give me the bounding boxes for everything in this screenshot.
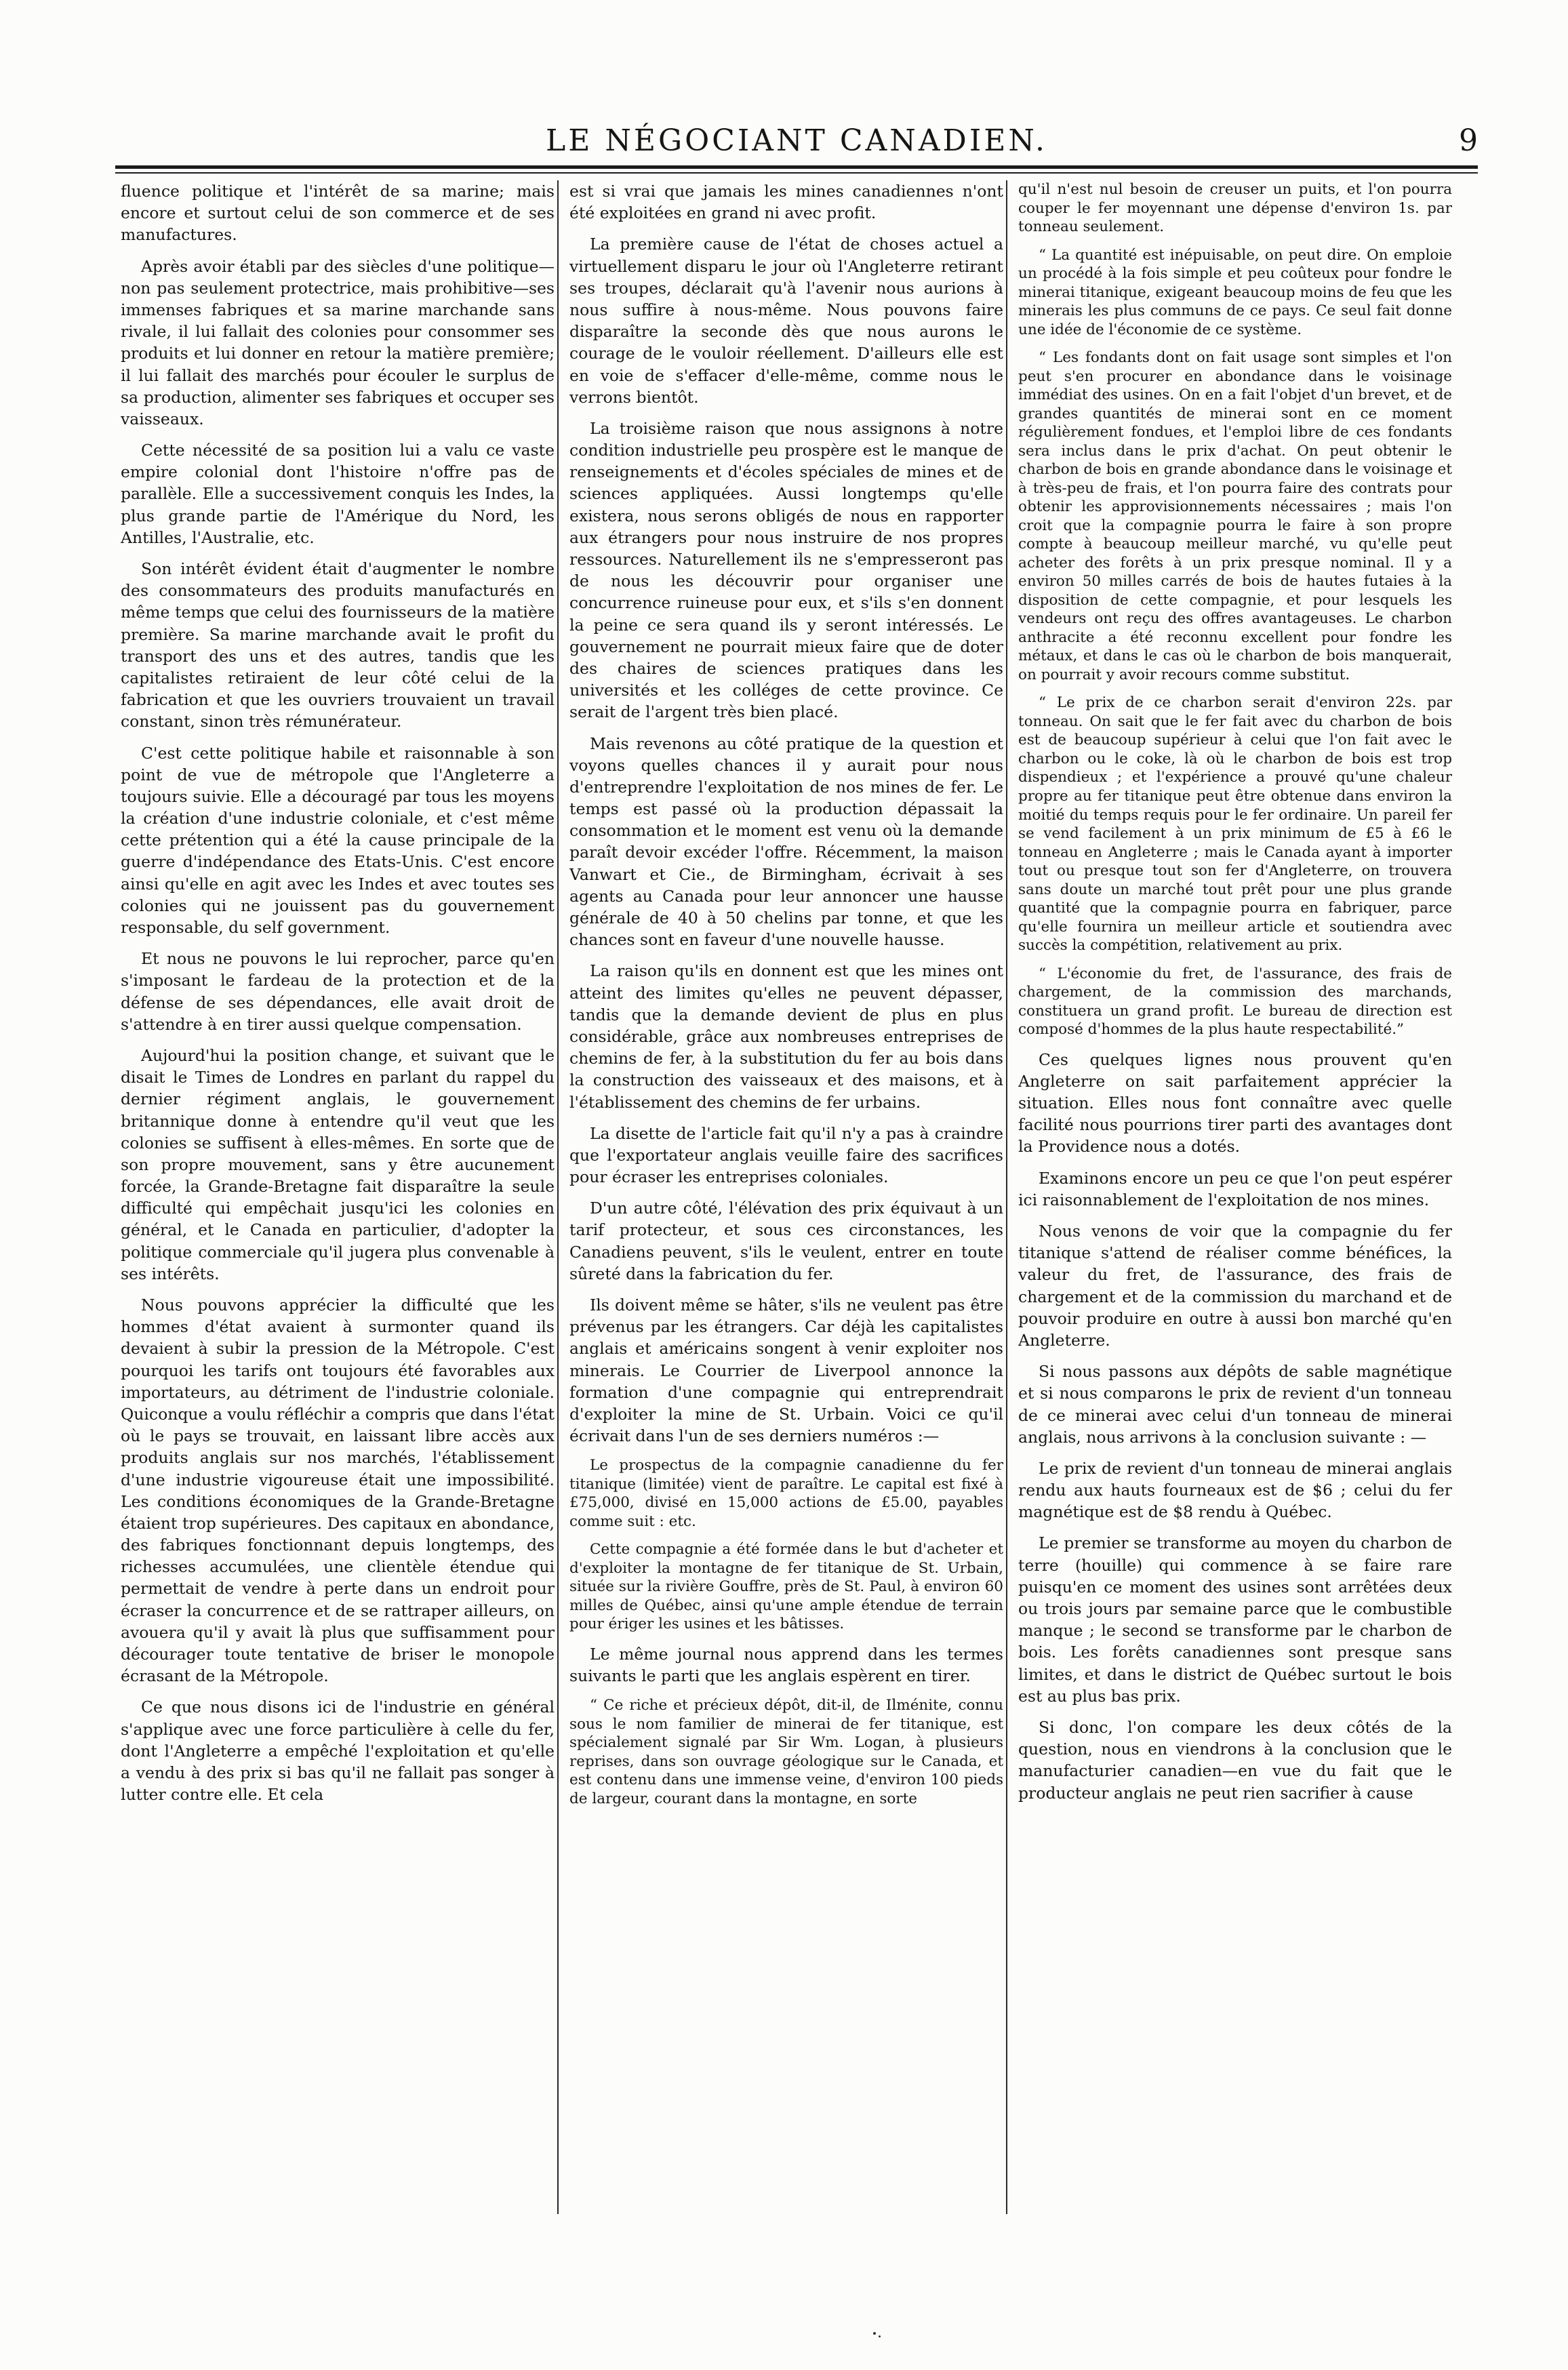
- quoted-paragraph: “ La quantité est inépuisable, on peut dire. On emploie un procédé à la fois simple et peu coûteux pour fondre le minerai titanique, exigeant beaucoup moins de feu que les minerais les plus communs de ce pays. Ce seul fait donne une idée de l'économie de ce système.: [1018, 246, 1452, 338]
- paragraph: Nous venons de voir que la compagnie du fer titanique s'attend de réaliser comme bénéfices, la valeur du fret, de l'assurance, des frais de chargement et de la commission du marchand et de pouvoir produire en outre à aussi bon marché qu'en Angleterre.: [1018, 1222, 1452, 1350]
- quoted-paragraph: “ Les fondants dont on fait usage sont simples et l'on peut s'en procurer en abondance dans le voisinage immédiat des usines. On en a fait l'objet d'un brevet, et de grandes quantités de minerai sont en ce moment régulièrement fondues, et l'emploi libre de ces fondants sera inclus dans le prix d'achat. On peut obtenir le charbon de bois en grande abondance dans le voisinage et à très-peu de frais, et l'on pourra faire des contrats pour obtenir les approvisionnements nécessaires ; mais l'on croit que la compagnie pourra le faire à son propre compte à beaucoup meilleur marché, vu qu'elle peut acheter des forêts à un prix presque nominal. Il y a environ 50 milles carrés de bois de hautes futaies à la disposition de cette compagnie, et pour lesquels les vendeurs ont reçu des offres avantageuses. Le charbon anthracite a été reconnu excellent pour fondre les métaux, et dans le cas où le charbon de bois manquerait, on pourrait y avoir recours comme substitut.: [1018, 349, 1452, 683]
- paragraph: Son intérêt évident était d'augmenter le nombre des consommateurs des produits manufacturés en même temps que celui des fournisseurs de la matière première. Sa marine marchande avait le profit du transport des uns et des autres, tandis que les capitalistes retiraient de leur côté celui de la fabrication et que les ouvriers trouvaient un travail constant, sinon très rémunérateur.: [121, 559, 555, 731]
- paragraph: Le premier se transforme au moyen du charbon de terre (houille) qui commence à se faire rare puisqu'en ce moment des usines sont arrêtées deux ou trois jours par semaine parce que le combustible manque ; le second se transforme par le charbon de bois. Les forêts canadiennes sont presque sans limites, et dans le district de Québec surtout le bois est au plus bas prix.: [1018, 1533, 1452, 1706]
- quoted-paragraph: Cette compagnie a été formée dans le but d'acheter et d'exploiter la montagne de fer titanique de St. Urbain, située sur la rivière Gouffre, près de St. Paul, à environ 60 milles de Québec, ainsi qu'une ample étendue de terrain pour ériger les usines et les bâtisses.: [569, 1541, 1003, 1633]
- ink-speck: [879, 2335, 881, 2337]
- paragraph: Ce que nous disons ici de l'industrie en général s'applique avec une force particulière à celle du fer, dont l'Angleterre a empêché l'exploitation et qu'elle a vendu à des prix si bas qu'il ne fallait pas songer à lutter contre elle. Et cela: [121, 1698, 555, 1805]
- paragraph: Mais revenons au côté pratique de la question et voyons quelles chances il y aurait pour nous d'entreprendre l'exploitation de nos mines de fer. Le temps est passé où la production dépassait la consommation et le moment est venu où la demande paraît devoir excéder l'offre. Récemment, la maison Vanwart et Cie., de Birmingham, écrivait à ses agents au Canada pour leur annoncer une hausse générale de 40 à 50 chelins par tonne, et que les chances sont en faveur d'une nouvelle hausse.: [569, 734, 1003, 950]
- header-rule-thick: [115, 165, 1478, 169]
- paragraph: La première cause de l'état de choses actuel a virtuellement disparu le jour où l'Angleterre retirant ses troupes, déclarait qu'à l'avenir nous aurions à nous suffire à nous-même. Nous pouvons faire disparaître la seconde dès que nous aurons le courage de le vouloir réellement. D'ailleurs elle est en voie de s'effacer d'elle-même, comme nous le verrons bientôt.: [569, 235, 1003, 407]
- quoted-paragraph: qu'il n'est nul besoin de creuser un puits, et l'on pourra couper le fer moyennant une dépense d'environ 1s. par tonneau seulement.: [1018, 181, 1452, 236]
- paragraph: fluence politique et l'intérêt de sa marine; mais encore et surtout celui de son commerce et de ses manufactures.: [121, 182, 555, 245]
- paragraph: Le prix de revient d'un tonneau de minerai anglais rendu aux hauts fourneaux est de $6 ; celui du fer magnétique est de $8 rendu à Québec.: [1018, 1458, 1452, 1522]
- paragraph: Aujourd'hui la position change, et suivant que le disait le Times de Londres en parlant du rappel du dernier régiment anglais, le gouvernement britannique donne à entendre qu'il veut que les colonies se suffisent à elles-mêmes. En sorte que de son propre mouvement, sans y être aucunement forcée, la Grande-Bretagne fait disparaître la seule difficulté qui empêchait jusqu'ici les colonies en général, et le Canada en particulier, d'adopter la politique commerciale qu'il jugera plus convenable à ses intérêts.: [121, 1045, 555, 1283]
- paragraph: Si donc, l'on compare les deux côtés de la question, nous en viendrons à la conclusion que le manufacturier canadien—en vue du fait que le producteur anglais ne peut rien sacrifier à cause: [1018, 1717, 1452, 1803]
- quoted-paragraph: “ Le prix de ce charbon serait d'environ 22s. par tonneau. On sait que le fer fait avec du charbon de bois est de beaucoup supérieur à celui que l'on fait avec le charbon ou le coke, là où le charbon de bois est trop dispendieux ; et l'expérience a prouvé qu'une chaleur propre au fer titanique peut être obtenue dans environ la moitié du temps requis pour le fer ordinaire. Un pareil fer se vend facilement à un prix minimum de £5 à £6 le tonneau en Angleterre ; mais le Canada ayant à importer tout ou presque tout son fer d'Angleterre, on trouvera sans doute un marché tout prêt pour une plus grande quantité que la compagnie pourra en fabriquer, parce qu'elle fournira un meilleur article et soutiendra avec succès la compétition, relativement au prix.: [1018, 694, 1452, 955]
- page-number: 9: [1459, 123, 1478, 158]
- quoted-paragraph: “ L'économie du fret, de l'assurance, des frais de chargement, de la commission des marchands, constituera un grand profit. Le bureau de direction est composé d'hommes de la plus haute respectabilité.”: [1018, 965, 1452, 1039]
- column-divider-2: [1006, 180, 1007, 2214]
- paragraph: Nous pouvons apprécier la difficulté que les hommes d'état avaient à surmonter quand ils devaient à subir la pression de la Métropole. C'est pourquoi les tarifs ont toujours été favorables aux importateurs, au détriment de l'industrie coloniale. Quiconque a voulu réfléchir a compris que dans l'état où le pays se trouvait, en laissant libre accès aux produits anglais sur nos marchés, l'établissement d'une industrie vigoureuse était une impossibilité. Les conditions économiques de la Grande-Bretagne étaient trop supérieures. Des capitaux en abondance, des fabriques fonctionnant depuis longtemps, des richesses accumulées, une clientèle étendue qui permettait de vendre à perte dans un endroit pour écraser la concurrence et de se rattraper ailleurs, on avouera qu'il y avait là plus que suffisamment pour décourager toute tentative de briser le monopole écrasant de la Métropole.: [121, 1296, 555, 1686]
- paragraph: Ils doivent même se hâter, s'ils ne veulent pas être prévenus par les étrangers. Car déjà les capitalistes anglais et américains songent à venir exploiter nos minerais. Le Courrier de Liverpool annonce la formation d'une compagnie qui entreprendrait d'exploiter la mine de St. Urbain. Voici ce qu'il écrivait dans l'un de ses derniers numéros :—: [569, 1296, 1003, 1446]
- paragraph: Examinons encore un peu ce que l'on peut espérer ici raisonnablement de l'exploitation de nos mines.: [1018, 1168, 1452, 1209]
- paragraph: La troisième raison que nous assignons à notre condition industrielle peu prospère est le manque de renseignements et d'écoles spéciales de mines et de sciences appliquées. Aussi longtemps qu'elle existera, nous serons obligés de nous en rapporter aux étrangers pour nous instruire de nos propres ressources. Naturellement ils ne s'empresseront pas de nous les découvrir pour organiser une concurrence ruineuse pour eux, et s'ils s'en donnent la peine ce sera quand ils y seront intéressés. Le gouvernement ne pourrait mieux faire que de doter des chaires de sciences pratiques dans les universités et les colléges de cette province. Ce serait de l'argent très bien placé.: [569, 418, 1003, 722]
- paragraph: Le même journal nous apprend dans les termes suivants le parti que les anglais espèrent en tirer.: [569, 1644, 1003, 1686]
- article-column-3: [1018, 180, 1452, 2228]
- column-divider-1: [557, 180, 559, 2214]
- paragraph: La disette de l'article fait qu'il n'y a pas à craindre que l'exportateur anglais veuille faire des sacrifices pour écraser les entreprises coloniales.: [569, 1123, 1003, 1187]
- masthead-title: LE NÉGOCIANT CANADIEN.: [546, 123, 1047, 158]
- paragraph: La raison qu'ils en donnent est que les mines ont atteint des limites qu'elles ne peuvent dépasser, tandis que la demande devient de plus en plus considérable, grâce aux nombreuses entreprises de chemins de fer, à la substitution du fer au bois dans la construction des vaisseaux et des maisons, et à l'établissement des chemins de fer urbains.: [569, 961, 1003, 1112]
- paragraph: Et nous ne pouvons le lui reprocher, parce qu'en s'imposant le fardeau de la protection et de la défense de ses dépendances, elle avait droit de s'attendre à en tirer aussi quelque compensation.: [121, 949, 555, 1034]
- page-header: [115, 121, 1478, 161]
- paragraph: Cette nécessité de sa position lui a valu ce vaste empire colonial dont l'histoire n'offre pas de parallèle. Elle a successivement conquis les Indes, la plus grande partie de l'Amérique du Nord, les Antilles, l'Australie, etc.: [121, 441, 555, 547]
- paragraph: Après avoir établi par des siècles d'une politique—non pas seulement protectrice, mais prohibitive—ses immenses fabriques et sa marine marchande sans rivale, il lui fallait des colonies pour consommer ses produits et lui donner en retour la matière première; il lui fallait des marchés pour écouler le surplus de sa production, alimenter ses fabriques et occuper ses vaisseaux.: [121, 256, 555, 428]
- paragraph: D'un autre côté, l'élévation des prix équivaut à un tarif protecteur, et sous ces circonstances, les Canadiens peuvent, s'ils le veulent, entrer en toute sûreté dans la fabrication du fer.: [569, 1199, 1003, 1283]
- paragraph: Si nous passons aux dépôts de sable magnétique et si nous comparons le prix de revient d'un tonneau de ce minerai avec celui d'un tonneau de minerai anglais, nous arrivons à la conclusion suivante : —: [1018, 1362, 1452, 1447]
- paragraph: Ces quelques lignes nous prouvent qu'en Angleterre on sait parfaitement apprécier la situation. Elles nous font connaître avec quelle facilité nous pourrions tirer parti des avantages dont la Providence nous a dotés.: [1018, 1049, 1452, 1157]
- paragraph: est si vrai que jamais les mines canadiennes n'ont été exploitées en grand ni avec profit.: [569, 182, 1003, 223]
- paragraph: C'est cette politique habile et raisonnable à son point de vue de métropole que l'Angleterre a toujours suivie. Elle a découragé par tous les moyens la création d'une industrie coloniale, et c'est même cette prétention qui a été la cause principale de la guerre d'indépendance des Etats-Unis. C'est encore ainsi qu'elle en agit avec les Indes et avec toutes ses colonies qui ne jouissent pas du gouvernement responsable, du self government.: [121, 743, 555, 937]
- quoted-paragraph: “ Ce riche et précieux dépôt, dit-il, de Ilménite, connu sous le nom familier de minerai de fer titanique, est spécialement signalé par Sir Wm. Logan, à plusieurs reprises, dans son ouvrage géologique sur le Canada, et est contenu dans une immense veine, d'environ 100 pieds de largeur, courant dans la montagne, en sorte: [569, 1697, 1003, 1807]
- header-rule-thin: [115, 172, 1478, 174]
- article-column-2: [569, 180, 1003, 2228]
- article-column-1: [121, 180, 555, 2228]
- ink-speck: [873, 2332, 876, 2335]
- quoted-paragraph: Le prospectus de la compagnie canadienne du fer titanique (limitée) vient de paraître. Le capital est fixé à £75,000, divisé en 15,000 actions de £5.00, payables comme suit : etc.: [569, 1457, 1003, 1530]
